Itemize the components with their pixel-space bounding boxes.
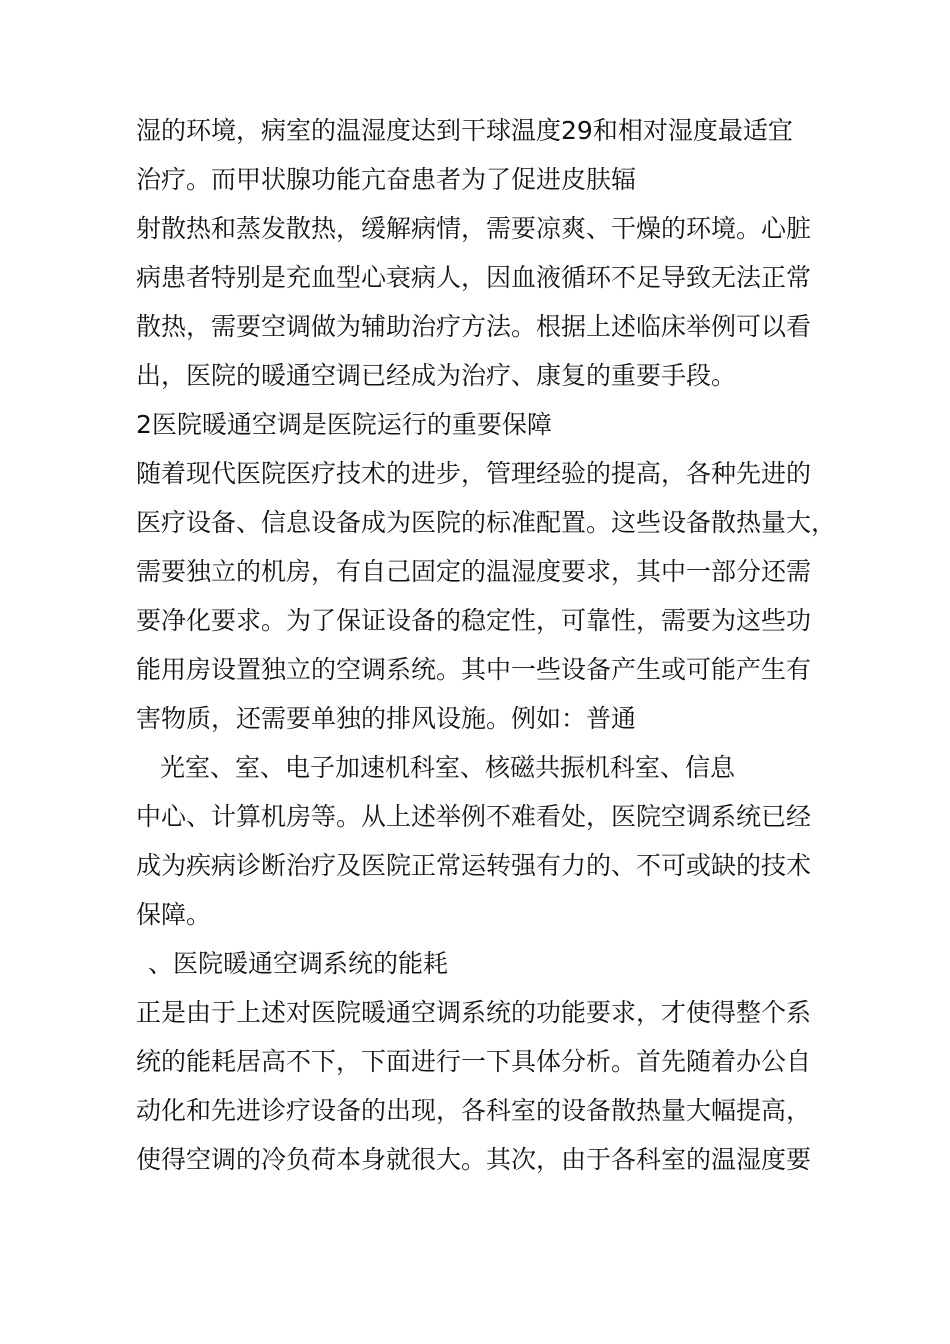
text-line-2: 治疗。而甲状腺功能亢奋患者为了促进皮肤辐 — [136, 165, 637, 194]
text-line-19: 正是由于上述对医院暖通空调系统的功能要求，才使得整个系 — [136, 998, 812, 1027]
text-line-21: 动化和先进诊疗设备的出现，各科室的设备散热量大幅提高， — [136, 1096, 812, 1125]
text-line-6: 出，医院的暖通空调已经成为治疗、康复的重要手段。 — [136, 361, 737, 390]
section-heading-3: 、医院暖通空调系统的能耗 — [148, 949, 449, 978]
text-line-8: 随着现代医院医疗技术的进步，管理经验的提高，各种先进的 — [136, 459, 812, 488]
text-line-5: 散热，需要空调做为辅助治疗方法。根据上述临床举例可以看 — [136, 312, 812, 341]
text-line-13: 害物质，还需要单独的排风设施。例如：普通 — [136, 704, 637, 733]
text-line-17: 保障。 — [136, 900, 212, 929]
text-line-3: 射散热和蒸发散热，缓解病情，需要凉爽、干燥的环境。心脏 — [136, 214, 812, 243]
text-line-16: 成为疾病诊断治疗及医院正常运转强有力的、不可或缺的技术 — [136, 851, 812, 880]
text-line-15: 中心、计算机房等。从上述举例不难看处，医院空调系统已经 — [136, 802, 812, 831]
text-line-1: 湿的环境，病室的温湿度达到干球温度29和相对湿度最适宜 — [136, 116, 793, 145]
section-heading-2: 2医院暖通空调是医院运行的重要保障 — [136, 410, 552, 439]
text-line-9: 医疗设备、信息设备成为医院的标准配置。这些设备散热量大， — [136, 508, 837, 537]
text-line-20: 统的能耗居高不下，下面进行一下具体分析。首先随着办公自 — [136, 1047, 812, 1076]
text-line-10: 需要独立的机房，有自己固定的温湿度要求，其中一部分还需 — [136, 557, 812, 586]
text-line-12: 能用房设置独立的空调系统。其中一些设备产生或可能产生有 — [136, 655, 812, 684]
text-line-11: 要净化要求。为了保证设备的稳定性，可靠性，需要为这些功 — [136, 606, 812, 635]
text-line-14: 光室、室、电子加速机科室、核磁共振机科室、信息 — [160, 753, 736, 782]
text-line-22: 使得空调的冷负荷本身就很大。其次，由于各科室的温湿度要 — [136, 1145, 812, 1174]
text-line-4: 病患者特别是充血型心衰病人，因血液循环不足导致无法正常 — [136, 263, 812, 292]
